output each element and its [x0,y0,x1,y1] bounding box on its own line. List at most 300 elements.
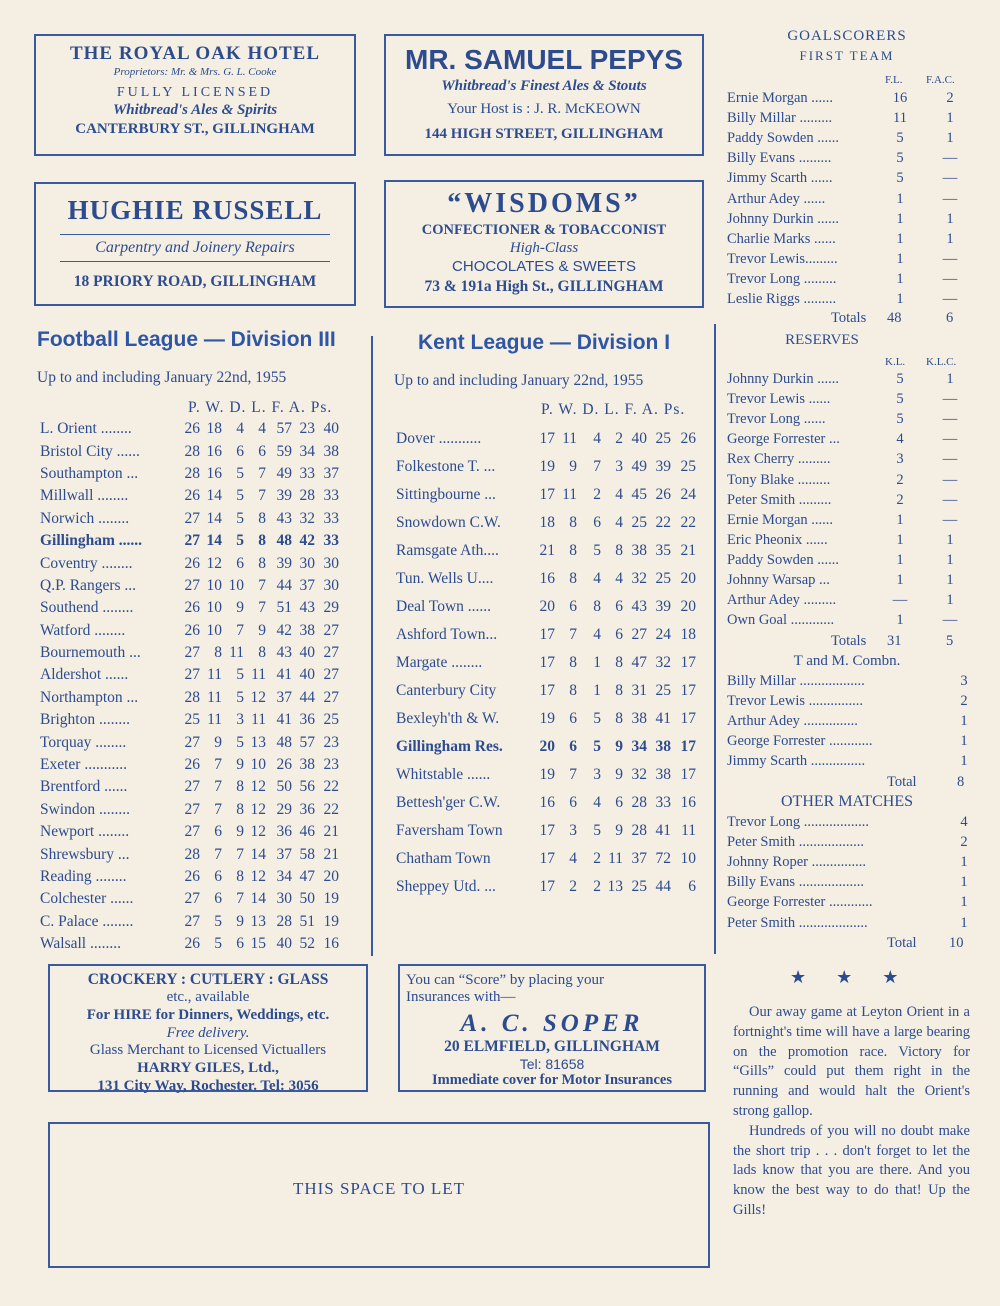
table-row [396,537,696,565]
ad-space-to-let [48,1122,710,1268]
table-row [40,933,339,955]
royal-oak-address: CANTERBURY ST., GILLINGHAM [75,120,315,137]
stat-f: 38 [631,710,647,727]
list-item [727,110,967,130]
stat-a: 38 [655,738,671,755]
crockery-line5: Glass Merchant to Licensed Victuallers [89,1042,327,1059]
scorer-name: Trevor Long .................. [727,814,870,830]
list-item [727,231,967,251]
stat-pts: 21 [323,845,339,863]
stat-w: 6 [214,890,222,908]
stat-l: 10 [250,756,266,774]
team-name: Brentford ...... [40,778,128,796]
goals-col1: 1 [896,612,904,629]
stat-a: 57 [299,733,315,751]
stat-w: 8 [214,644,222,662]
stat-w: 8 [569,654,577,671]
team-name: Swindon ........ [40,800,130,818]
stat-a: 40 [299,644,315,662]
stat-d: 9 [236,756,244,774]
team-name: Newport ........ [40,823,130,841]
team-name: Reading ........ [40,868,127,885]
stat-f: 34 [631,738,647,755]
stat-l: 4 [615,486,623,503]
stat-f: 43 [631,598,647,615]
list-item [727,834,967,854]
stat-p: 28 [184,845,200,863]
table-row [40,508,339,530]
scorer-name: Paddy Sowden ...... [727,551,839,568]
goals-col1: 1 [896,572,904,588]
stat-l: 9 [615,766,623,783]
stat-pts: 17 [680,738,696,755]
stat-d: 10 [228,576,244,594]
stat-f: 49 [631,458,647,475]
list-item [727,211,967,231]
other-total: 10 [949,935,964,951]
reserves-total-a: 31 [887,633,902,649]
scorer-name: Arthur Adey ............... [727,713,858,730]
table-row [40,440,339,462]
goals-col2: — [942,170,958,187]
goals-col2: 1 [946,210,954,227]
soper-line1: You can “Score” by placing your [406,972,605,988]
team-name: Tun. Wells U.... [396,570,494,587]
stat-w: 6 [569,598,577,615]
table-row [40,911,339,933]
stat-p: 27 [184,509,200,527]
stat-d: 3 [236,711,244,729]
stat-a: 36 [299,711,315,729]
scorer-name: Johnny Warsap ... [727,572,830,588]
stat-p: 28 [184,464,200,482]
scorer-name: Trevor Lewis ...... [727,391,831,408]
stat-p: 17 [539,654,555,671]
goals-col2: 1 [946,130,954,147]
stat-w: 6 [214,823,222,841]
list-item [727,271,967,291]
goals-col2: — [942,250,958,267]
stat-p: 27 [184,823,200,841]
stat-d: 9 [236,823,244,841]
league3-title: Football League — Division III [37,328,336,351]
stat-p: 16 [539,570,555,587]
list-item [727,170,967,190]
list-item [727,191,967,211]
team-name: Deal Town ...... [396,598,492,615]
scorer-name: Tony Blake ......... [727,471,831,488]
table-row [40,597,339,619]
stat-l: 4 [615,514,623,531]
list-item [727,693,967,713]
stat-pts: 22 [680,514,696,531]
stat-pts: 27 [323,621,339,639]
stat-l: 6 [615,626,623,643]
goals-col2: — [942,391,958,408]
stat-pts: 33 [323,532,339,550]
table-row [396,621,696,649]
table-row [396,425,696,453]
table-row [396,509,696,537]
stat-pts: 16 [323,935,339,953]
stat-w: 10 [206,599,222,617]
table-row [396,845,696,873]
stat-pts: 22 [323,800,339,818]
stat-a: 34 [299,442,315,460]
stat-w: 10 [206,576,222,594]
stat-p: 17 [539,430,555,447]
team-name: Dover ........... [396,430,482,447]
list-item [727,915,967,935]
royal-oak-licensed: FULLY LICENSED [116,84,274,100]
crockery-line6: HARRY GILES, Ltd., [137,1060,279,1077]
stat-w: 8 [569,514,577,531]
ad-wisdoms [384,180,704,308]
reserves-col1: K.L. [885,356,906,368]
soper-name: A. C. SOPER [460,1009,644,1037]
stat-f: 36 [276,823,292,841]
stat-pts: 17 [680,710,696,727]
wisdoms-line1: CONFECTIONER & TOBACCONIST [421,222,667,238]
ad-hughie-russell [34,182,356,306]
stat-f: 44 [276,576,292,594]
team-name: Bristol City ...... [40,442,140,460]
goals: 2 [960,693,968,710]
stat-a: 23 [299,420,315,438]
stat-pts: 22 [323,778,339,796]
scorer-name: Johnny Durkin ...... [727,371,839,387]
stat-w: 6 [214,868,222,885]
list-item [727,492,967,512]
stat-a: 38 [299,756,315,774]
list-item [727,552,967,572]
scorer-name: Peter Smith ................... [727,914,868,931]
stat-d: 7 [236,890,244,908]
stat-d: 5 [236,688,244,706]
stat-w: 7 [214,778,222,796]
team-name: Aldershot ...... [40,666,129,684]
table-row [40,687,339,709]
stat-w: 7 [214,756,222,774]
match-story [733,1003,970,1221]
stat-w: 7 [214,800,222,818]
stat-p: 20 [539,738,555,755]
table-row [396,453,696,481]
team-name: Shrewsbury ... [40,845,130,863]
stat-l: 8 [615,654,623,671]
list-item [727,894,967,914]
stat-pts: 33 [323,509,339,527]
team-name: Southend ........ [40,599,134,617]
table-row [396,593,696,621]
kent-title: Kent League — Division I [418,331,671,354]
table-row [40,642,339,664]
stat-p: 27 [184,890,200,908]
story-paragraph-1: Our away game at Leyton Orient in a fortnight's time will have a large bearing on the promotion race. Victory for “Gills” could put them right in the running and would halt the Orient's strong gallop. [733,1004,970,1119]
stat-f: 50 [276,778,292,796]
stat-p: 18 [539,514,555,531]
stat-f: 47 [631,654,647,671]
scorer-name: George Forrester ... [727,431,840,448]
stat-p: 17 [539,626,555,643]
stat-w: 10 [206,621,222,639]
team-name: Millwall ........ [40,487,129,505]
goals: 2 [960,834,968,851]
royal-oak-proprietors: Proprietors: Mr. & Mrs. G. L. Cooke [113,65,277,78]
stat-a: 36 [299,800,315,818]
stat-p: 16 [539,794,555,811]
ad-soper [398,964,706,1092]
stat-pts: 20 [680,598,696,615]
stat-d: 5 [593,710,601,727]
stat-f: 32 [631,570,647,587]
goals-col2: — [942,291,958,307]
table-row [40,754,339,776]
list-item [727,854,967,874]
stat-l: 6 [615,598,623,615]
column-divider-right [714,324,716,954]
stat-a: 24 [655,626,671,643]
stat-pts: 25 [680,458,696,475]
pepys-host: Your Host is : J. R. McKEOWN [447,100,641,117]
goals-col2: 1 [946,371,954,387]
stat-f: 42 [276,621,292,639]
table-row [40,418,339,440]
other-title: OTHER MATCHES [780,793,913,810]
stat-l: 7 [258,487,266,505]
stat-l: 7 [258,599,266,617]
first-team-total-b: 6 [946,310,954,326]
stat-w: 6 [569,794,577,811]
stat-a: 25 [655,682,671,699]
stat-f: 39 [276,554,292,572]
scorer-name: Paddy Sowden ...... [727,130,839,147]
scorer-name: Trevor Lewis......... [727,250,838,267]
scorer-name: Own Goal ............ [727,612,835,629]
stat-a: 33 [299,464,315,482]
stat-p: 27 [184,576,200,594]
to-let-text: THIS SPACE TO LET [292,1179,466,1198]
team-name: Folkestone T. ... [396,458,496,475]
stat-a: 35 [655,542,671,559]
scorer-name: Peter Smith ......... [727,491,832,508]
stat-w: 7 [214,845,222,863]
stat-pts: 29 [323,599,339,617]
stat-l: 7 [258,464,266,482]
goals-col1: 16 [892,90,908,106]
wisdoms-line2: High-Class [509,240,579,257]
stat-f: 26 [276,756,292,774]
table-row [396,481,696,509]
stat-w: 8 [569,682,577,699]
stat-p: 19 [539,458,555,475]
scorer-name: Jimmy Scarth ...... [727,170,833,187]
stat-w: 3 [569,822,577,839]
stat-w: 4 [569,850,577,867]
stat-p: 19 [539,766,555,783]
list-item [727,451,967,471]
list-item [727,411,967,431]
list-item [727,391,967,411]
table-row [396,789,696,817]
goals-col2: 1 [946,592,954,609]
stat-w: 8 [569,542,577,559]
pepys-ales: Whitbread's Finest Ales & Stouts [441,78,647,94]
reserves-col2: K.L.C. [926,356,957,368]
goals-col2: — [942,150,958,167]
stat-pts: 27 [323,666,339,684]
stat-l: 11 [608,850,623,867]
stat-p: 27 [184,733,200,751]
stat-p: 26 [184,621,200,639]
scorer-name: Johnny Roper ............... [727,854,866,871]
stat-p: 26 [184,868,200,885]
ad-crockery [48,964,368,1092]
stat-l: 9 [615,738,623,755]
royal-oak-name: THE ROYAL OAK HOTEL [69,43,321,64]
kent-subtitle: Up to and including January 22nd, 1955 [394,372,644,389]
stat-f: 25 [631,878,647,895]
stat-pts: 20 [323,868,339,885]
stat-pts: 19 [323,912,339,930]
stat-p: 28 [184,688,200,706]
stat-d: 11 [229,644,244,662]
wisdoms-name: “WISDOMS” [447,188,641,219]
stat-d: 7 [236,845,244,863]
soper-address: 20 ELMFIELD, GILLINGHAM [444,1038,660,1056]
stat-a: 41 [655,710,671,727]
goals-col1: 5 [896,371,904,387]
team-name: Southampton ... [40,464,139,482]
team-name: Chatham Town [396,850,491,867]
stat-pts: 27 [323,644,339,662]
goals: 1 [960,753,968,770]
team-name: Whitstable ...... [396,766,491,783]
stat-a: 33 [655,794,671,811]
stat-p: 27 [184,800,200,818]
stat-pts: 17 [680,766,696,783]
stat-l: 14 [250,845,266,863]
stat-p: 27 [184,912,200,930]
goals-col1: 5 [896,411,904,428]
stat-f: 39 [276,487,292,505]
scorer-name: Billy Millar ......... [727,110,833,127]
stat-w: 2 [569,878,577,895]
goals: 4 [960,814,968,830]
table-row [40,709,339,731]
ad-royal-oak [34,34,356,156]
stat-f: 49 [276,464,292,482]
stat-a: 30 [299,554,315,572]
stat-w: 6 [569,738,577,755]
stat-d: 9 [236,599,244,617]
list-item [727,150,967,170]
team-name: Northampton ... [40,688,139,706]
stat-d: 5 [593,542,601,559]
stat-a: 37 [299,576,315,594]
table-row [396,565,696,593]
stat-d: 3 [593,766,601,783]
list-item [727,874,967,894]
goals-col1: 1 [896,250,904,267]
stat-a: 25 [655,430,671,447]
scorer-name: Arthur Adey ...... [727,190,826,207]
goals-col2: — [942,491,958,508]
stat-w: 5 [214,935,222,953]
stat-l: 6 [258,442,266,460]
stat-a: 25 [655,570,671,587]
goals-col2: — [942,471,958,488]
team-name: Norwich ........ [40,509,130,527]
table-row [40,799,339,821]
table-row [40,821,339,843]
stat-p: 27 [184,666,200,684]
first-team-totals-label: Totals [831,310,867,326]
tm-total-label: Total [887,774,917,790]
stat-d: 5 [236,733,244,751]
stat-d: 5 [236,509,244,527]
table-row [40,776,339,798]
stat-a: 46 [299,823,315,841]
stat-d: 7 [236,621,244,639]
stat-d: 1 [593,654,601,671]
goals: 1 [960,733,968,750]
stat-d: 5 [236,532,244,550]
stat-f: 40 [631,430,647,447]
goals-col1: 1 [896,551,904,568]
stat-a: 50 [299,890,315,908]
team-name: Ramsgate Ath.... [396,542,499,559]
stat-d: 6 [236,935,244,953]
stat-pts: 24 [680,486,696,503]
stat-a: 40 [299,666,315,684]
team-name: Margate ........ [396,654,483,671]
stat-p: 17 [539,682,555,699]
stat-p: 17 [539,878,555,895]
stat-l: 14 [250,890,266,908]
goals-col2: 2 [946,90,954,106]
stat-p: 17 [539,850,555,867]
stat-w: 14 [206,487,222,505]
stat-l: 8 [258,554,266,572]
stat-f: 34 [276,868,292,885]
stat-a: 47 [299,868,315,885]
stat-f: 37 [276,688,292,706]
stat-d: 8 [236,868,244,885]
goals-col1: 1 [896,210,904,227]
stat-pts: 26 [680,430,696,447]
first-team-title: FIRST TEAM [799,48,895,63]
scorer-name: Trevor Long ......... [727,270,837,287]
table-row [396,817,696,845]
stat-l: 11 [251,666,266,684]
stat-d: 5 [236,666,244,684]
pepys-address: 144 HIGH STREET, GILLINGHAM [424,125,664,142]
scorer-name: Trevor Lewis ............... [727,693,864,710]
stat-w: 11 [207,711,222,729]
stat-f: 45 [631,486,647,503]
stat-a: 32 [299,509,315,527]
goals-col2: 1 [946,572,954,588]
team-name: Walsall ........ [40,935,121,953]
stat-l: 13 [250,912,266,930]
stat-f: 28 [276,912,292,930]
stat-f: 48 [276,733,292,751]
stat-l: 3 [615,458,623,475]
goals: 1 [960,874,968,891]
stat-l: 7 [258,576,266,594]
list-item [727,532,967,552]
